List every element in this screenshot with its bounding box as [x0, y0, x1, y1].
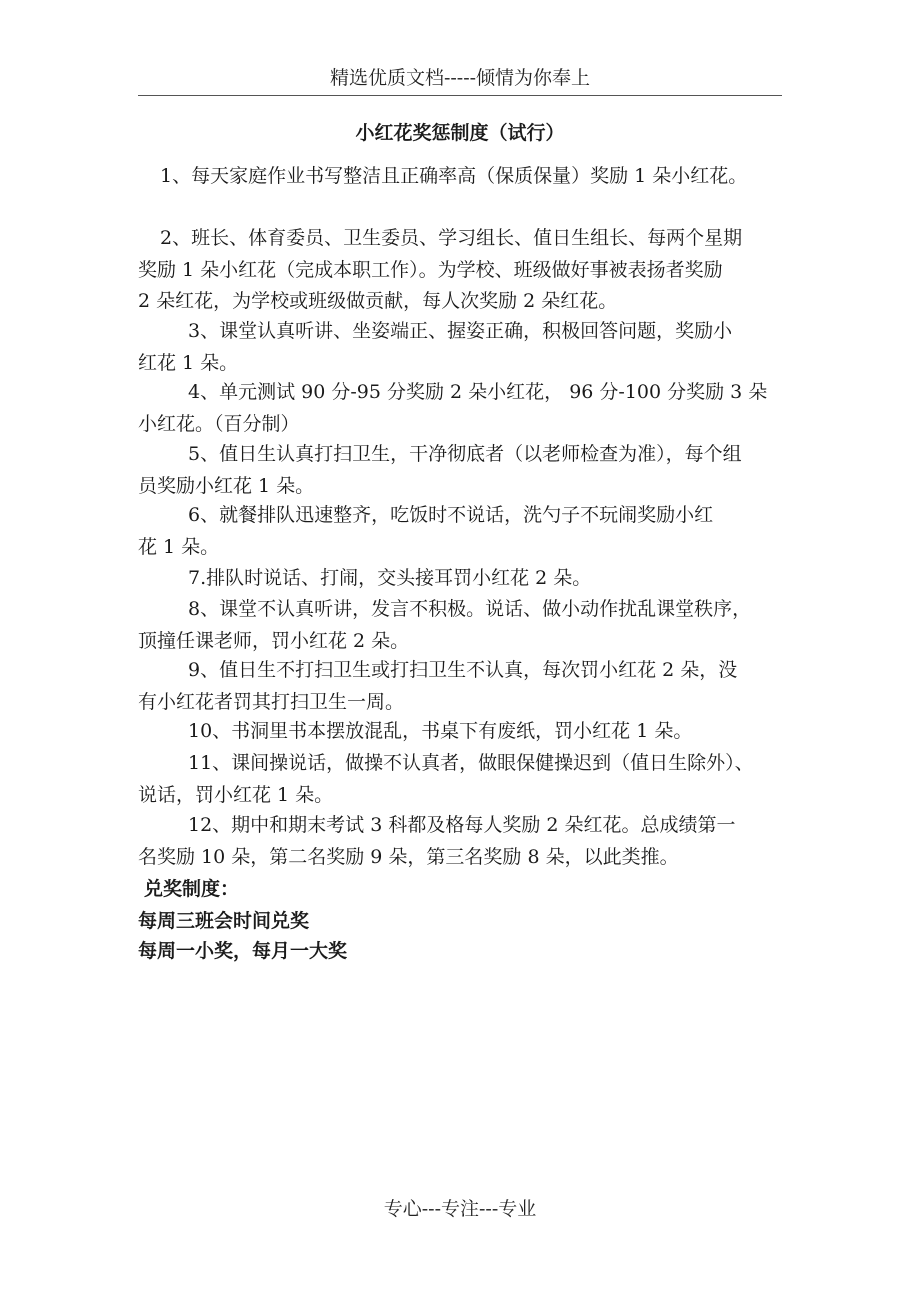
redemption-line: 每周三班会时间兑奖 [138, 910, 310, 932]
redemption-line: 每周一小奖，每月一大奖 [138, 940, 348, 962]
rule-item [138, 655, 782, 718]
rule-item-line: 11、课间操说话，做操不认真者，做眼保健操迟到（值日生除外）、 [188, 752, 754, 774]
rule-item-line: 6、就餐排队迅速整齐，吃饭时不说话，洗勺子不玩闹奖励小红 [188, 504, 714, 526]
rule-item-line: 小红花。（百分制） [138, 412, 300, 435]
rule-item-line: 2 朵红花，为学校或班级做贡献，每人次奖励 2 朵红花。 [138, 290, 618, 312]
rule-item [138, 563, 782, 595]
rule-item [138, 594, 782, 657]
rule-item [138, 223, 782, 318]
rule-item-line: 7.排队时说话、打闹，交头接耳罚小红花 2 朵。 [188, 567, 592, 589]
rule-item-line: 12、期中和期末考试 3 科都及格每人奖励 2 朵红花。总成绩第一 [188, 814, 736, 836]
rule-item-line: 3、课堂认真听讲、坐姿端正、握姿正确，积极回答问题，奖励小 [188, 320, 733, 342]
rule-item-line: 8、课堂不认真听讲，发言不积极。说话、做小动作扰乱课堂秩序， [188, 598, 752, 620]
page-header: 精选优质文档-----倾情为你奉上 [138, 62, 782, 96]
rule-item-line: 4、单元测试 90 分-95 分奖励 2 朵小红花， 96 分-100 分奖励 3 朵 [188, 381, 768, 403]
page-footer: 专心---专注---专业 [383, 1198, 537, 1220]
rule-item-line: 10、书洞里书本摆放混乱，书桌下有废纸，罚小红花 1 朵。 [188, 720, 693, 742]
rule-item-line: 有小红花者罚其打扫卫生一周。 [138, 690, 405, 713]
rule-item [138, 161, 782, 193]
rule-item-line: 9、值日生不打扫卫生或打扫卫生不认真，每次罚小红花 2 朵，没 [188, 659, 738, 681]
rule-item-line: 5、值日生认真打扫卫生，干净彻底者（以老师检查为准），每个组 [188, 443, 742, 465]
rule-item-line: 花 1 朵。 [138, 535, 220, 558]
document-title: 小红花奖惩制度（试行） [355, 122, 565, 144]
rule-item [138, 439, 782, 502]
redemption-heading: 兑奖制度： [144, 878, 240, 900]
rule-item [138, 748, 782, 811]
rule-item [138, 716, 782, 748]
rule-item-line: 1、每天家庭作业书写整洁且正确率高（保质保量）奖励 1 朵小红花。 [160, 165, 748, 187]
rule-item-line: 红花 1 朵。 [138, 351, 239, 374]
rule-item [138, 377, 782, 440]
rule-item-line: 名奖励 10 朵，第二名奖励 9 朵，第三名奖励 8 朵，以此类推。 [138, 845, 679, 868]
rule-item [138, 316, 782, 379]
rule-item [138, 500, 782, 563]
rule-item [138, 810, 782, 873]
rule-item-line: 奖励 1 朵小红花（完成本职工作）。为学校、班级做好事被表扬者奖励 [138, 258, 723, 281]
rule-item-line: 顶撞任课老师，罚小红花 2 朵。 [138, 629, 410, 652]
rule-item-line: 员奖励小红花 1 朵。 [138, 474, 315, 497]
rule-item-line: 2、班长、体育委员、卫生委员、学习组长、值日生组长、每两个星期 [160, 227, 743, 249]
rule-item-line: 说话，罚小红花 1 朵。 [138, 783, 334, 806]
